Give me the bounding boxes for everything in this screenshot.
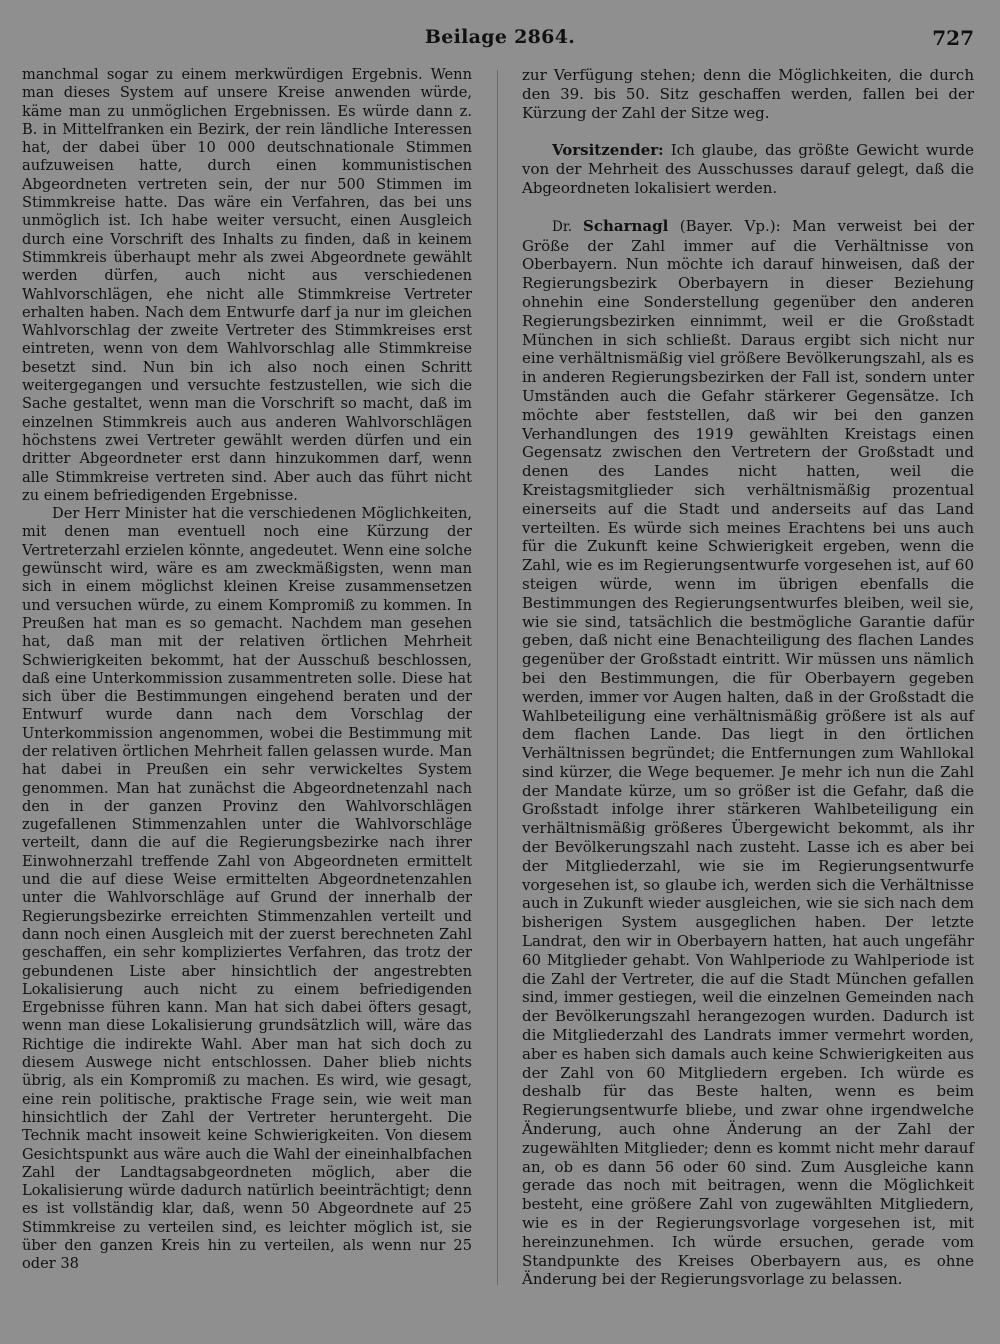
speaker-name: Scharnagl [583, 216, 669, 235]
paragraph: manchmal sogar zu einem merkwürdigen Ergebnis. Wenn man dieses System auf unsere Kreise anwenden würde, käme man zu unmöglichen Ergebnissen. Es würde dann z. B. in Mittelfranken ein Bezirk, der rein ländliche Interessen hat, der dabei über 10 000 deutschnationale Stimmen aufzuweisen hatte, durch einen kommunistischen Abgeordneten vertreten sein, der nur 500 Stimmen im Stimmkreise hatte. Das wäre ein Verfahren, das bei uns unmöglich ist. Ich habe weiter versucht, einen Ausgleich durch eine Vorschrift des Inhalts zu finden, daß in keinem Stimmkreis überhaupt mehr als zwei Abgeordnete gewählt werden dürfen, auch nicht aus verschiedenen Wahlvorschlägen, ehe nicht alle Stimmkreise Vertreter erhalten haben. Nach dem Entwurfe darf ja nur im gleichen Wahlvorschlag der zweite Vertreter des Stimmkreises erst eintreten, wenn von dem Wahlvorschlag alle Stimmkreise besetzt sind. Nun bin ich also noch einen Schritt weitergegangen und versuchte festzustellen, wie sich die Sache gestaltet, wenn man die Vorschrift so macht, daß im einzelnen Stimmkreis auch aus anderen Wahlvorschlägen höchstens zwei Vertreter gewählt werden dürfen und ein dritter Abgeordneter erst dann hinzukommen darf, wenn alle Stimmkreise vertreten sind. Aber auch das führt nicht zu einem befriedigenden Ergebnisse. [22, 66, 472, 504]
left-column [22, 66, 472, 1274]
right-column [522, 66, 974, 1289]
page-header [0, 26, 1000, 56]
speech-text: (Bayer. Vp.): Man verweist bei der Größe der Zahl immer auf die Verhältnisse von Oberbayern. Nun möchte ich darauf hinweisen, daß der Regierungsbezirk Oberbayern in dieser Beziehung ohnehin eine Sonderstellung gegenüber den anderen Regierungsbezirken einnimmt, weil er die Großstadt München in sich schließt. Daraus ergibt sich nicht nur eine verhältnismäßig viel größere Bevölkerungszahl, als es in anderen Regierungsbezirken der Fall ist, sondern unter Umständen auch die Gefahr stärkerer Gegensätze. Ich möchte aber feststellen, daß wir bei den ganzen Verhandlungen des 1919 gewählten Kreistags einen Gegensatz zwischen den Vertretern der Großstadt und denen des Landes nicht hatten, weil die Kreistagsmitglieder sich verhältnismäßig prozentual einerseits auf die Stadt und anderseits auf das Land verteilten. Es würde sich meines Erachtens bei uns auch für die Zukunft keine Schwierigkeit ergeben, wenn die Zahl, wie es im Regierungsentwurfe vorgesehen ist, auf 60 steigen würde, wenn im übrigen ebenfalls die Bestimmungen des Regierungsentwurfes bleiben, weil sie, wie sie sind, tatsächlich die bestmögliche Garantie dafür geben, daß nicht eine Benachteiligung des flachen Landes gegenüber der Großstadt eintritt. Wir müssen uns nämlich bei den Bestimmungen, die für Oberbayern gegeben werden, immer vor Augen halten, daß in der Großstadt die Wahlbeteiligung eine verhältnismäßig größere ist als auf dem flachen Lande. Das liegt in den örtlichen Verhältnissen begründet; die Entfernungen zum Wahllokal sind kürzer, die Wege bequemer. Je mehr ich nun die Zahl der Mandate kürze, um so größer ist die Gefahr, daß die Großstadt infolge ihrer stärkeren Wahlbeteiligung ein verhältnismäßig größeres Übergewicht bekommt, als ihr der Bevölkerungszahl nach zusteht. Lasse ich es aber bei der Mitgliederzahl, wie sie im Regierungsentwurfe vorgesehen ist, so glaube ich, werden sich die Verhältnisse auch in Zukunft wieder ausgleichen, wie sie sich nach dem bisherigen System ausgeglichen haben. Der letzte Landrat, den wir in Oberbayern hatten, hat auch ungefähr 60 Mitglieder gehabt. Von Wahlperiode zu Wahlperiode ist die Zahl der Vertreter, die auf die Stadt München gefallen sind, immer gestiegen, weil die einzelnen Gemeinden nach der Bevölkerungszahl herangezogen wurden. Dadurch ist die Mitgliederzahl des Landrats immer vermehrt worden, aber es haben sich damals auch keine Schwierigkeiten aus der Zahl von 60 Mitgliedern ergeben. Ich würde es deshalb für das Beste halten, wenn es beim Regierungsentwurfe bliebe, und zwar ohne irgendwelche Änderung, auch ohne Änderung an der Zahl der zugewählten Mitglieder; denn es kommt nicht mehr darauf an, ob es dann 56 oder 60 sind. Zum Ausgleiche kann gerade das noch mit beitragen, wenn die Möglichkeit besteht, eine größere Zahl von zugewählten Mitgliedern, wie es in der Regierungsvorlage vorgesehen ist, mit hereinzunehmen. Ich würde ersuchen, gerade vom Standpunkte des Kreises Oberbayern aus, es ohne Änderung bei der Regierungsvorlage zu belassen. [522, 216, 974, 1289]
column-divider [497, 70, 498, 1285]
speaker-paragraph [522, 141, 974, 197]
speaker-title: Dr. [552, 218, 584, 235]
speech-text: Ich glaube, das größte Gewicht wurde von der Mehrheit des Ausschusses darauf gelegt, daß die Abgeordneten lokalisiert werden. [522, 141, 974, 197]
paragraph: Der Herr Minister hat die verschiedenen Möglichkeiten, mit denen man eventuell noch eine Kürzung der Vertreterzahl erzielen könnte, angedeutet. Wenn eine solche gewünscht wird, wäre es am zweckmäßigsten, wenn man sich in einem möglichst kleinen Kreise zusammensetzen und versuchen würde, zu einem Kompromiß zu kommen. In Preußen hat man es so gemacht. Nachdem man gesehen hat, daß man mit der relativen örtlichen Mehrheit Schwierigkeiten bekommt, hat der Ausschuß beschlossen, daß eine Unterkommission zusammentreten solle. Diese hat sich über die Bestimmungen eingehend beraten und der Entwurf wurde dann nach dem Vorschlag der Unterkommission angenommen, wobei die Bestimmung mit der relativen örtlichen Mehrheit fallen gelassen wurde. Man hat dabei in Preußen ein sehr verwickeltes System genommen. Man hat zunächst die Abgeordnetenzahl nach den in der ganzen Provinz den Wahlvorschlägen zugefallenen Stimmenzahlen unter die Wahlvorschläge verteilt, dann die auf die Regierungsbezirke nach ihrer Einwohnerzahl treffende Zahl von Abgeordneten ermittelt und die auf diese Weise ermittelten Abgeordnetenzahlen unter die Wahlvorschläge auf Grund der innerhalb der Regierungsbezirke erreichten Stimmenzahlen verteilt und dann noch einen Ausgleich mit der zuerst berechneten Zahl geschaffen, ein sehr kompliziertes Verfahren, das trotz der gebundenen Liste aber hinsichtlich der angestrebten Lokalisierung auch nicht zu einem befriedigenden Ergebnisse führen kann. Man hat sich dabei öfters gesagt, wenn man diese Lokalisierung grundsätzlich will, wäre das Richtige die indirekte Wahl. Aber man hat sich doch zu diesem Auswege nicht entschlossen. Daher blieb nichts übrig, als ein Kompromiß zu machen. Es wird, wie gesagt, eine rein politische, praktische Frage sein, wie weit man hinsichtlich der Zahl der Vertreter heruntergeht. Die Technik macht insoweit keine Schwierigkeiten. Von diesem Gesichtspunkt aus wäre auch die Wahl der eineinhalbfachen Zahl der Landtagsabgeordneten möglich, aber die Lokalisierung würde dadurch natürlich beeinträchtigt; denn es ist vollständig klar, daß, wenn 50 Abgeordnete auf 25 Stimmkreise zu verteilen sind, es leichter möglich ist, sie über den ganzen Kreis hin zu verteilen, als wenn nur 25 oder 38 [22, 505, 472, 1273]
paragraph: zur Verfügung stehen; denn die Möglichkeiten, die durch den 39. bis 50. Sitz geschaffen werden, fallen bei der Kürzung der Zahl der Sitze weg. [522, 66, 974, 122]
speaker-paragraph [522, 217, 974, 1289]
page-number: 727 [932, 26, 974, 50]
speaker-name: Vorsitzender: [552, 141, 664, 160]
running-title: Beilage 2864. [424, 26, 576, 48]
